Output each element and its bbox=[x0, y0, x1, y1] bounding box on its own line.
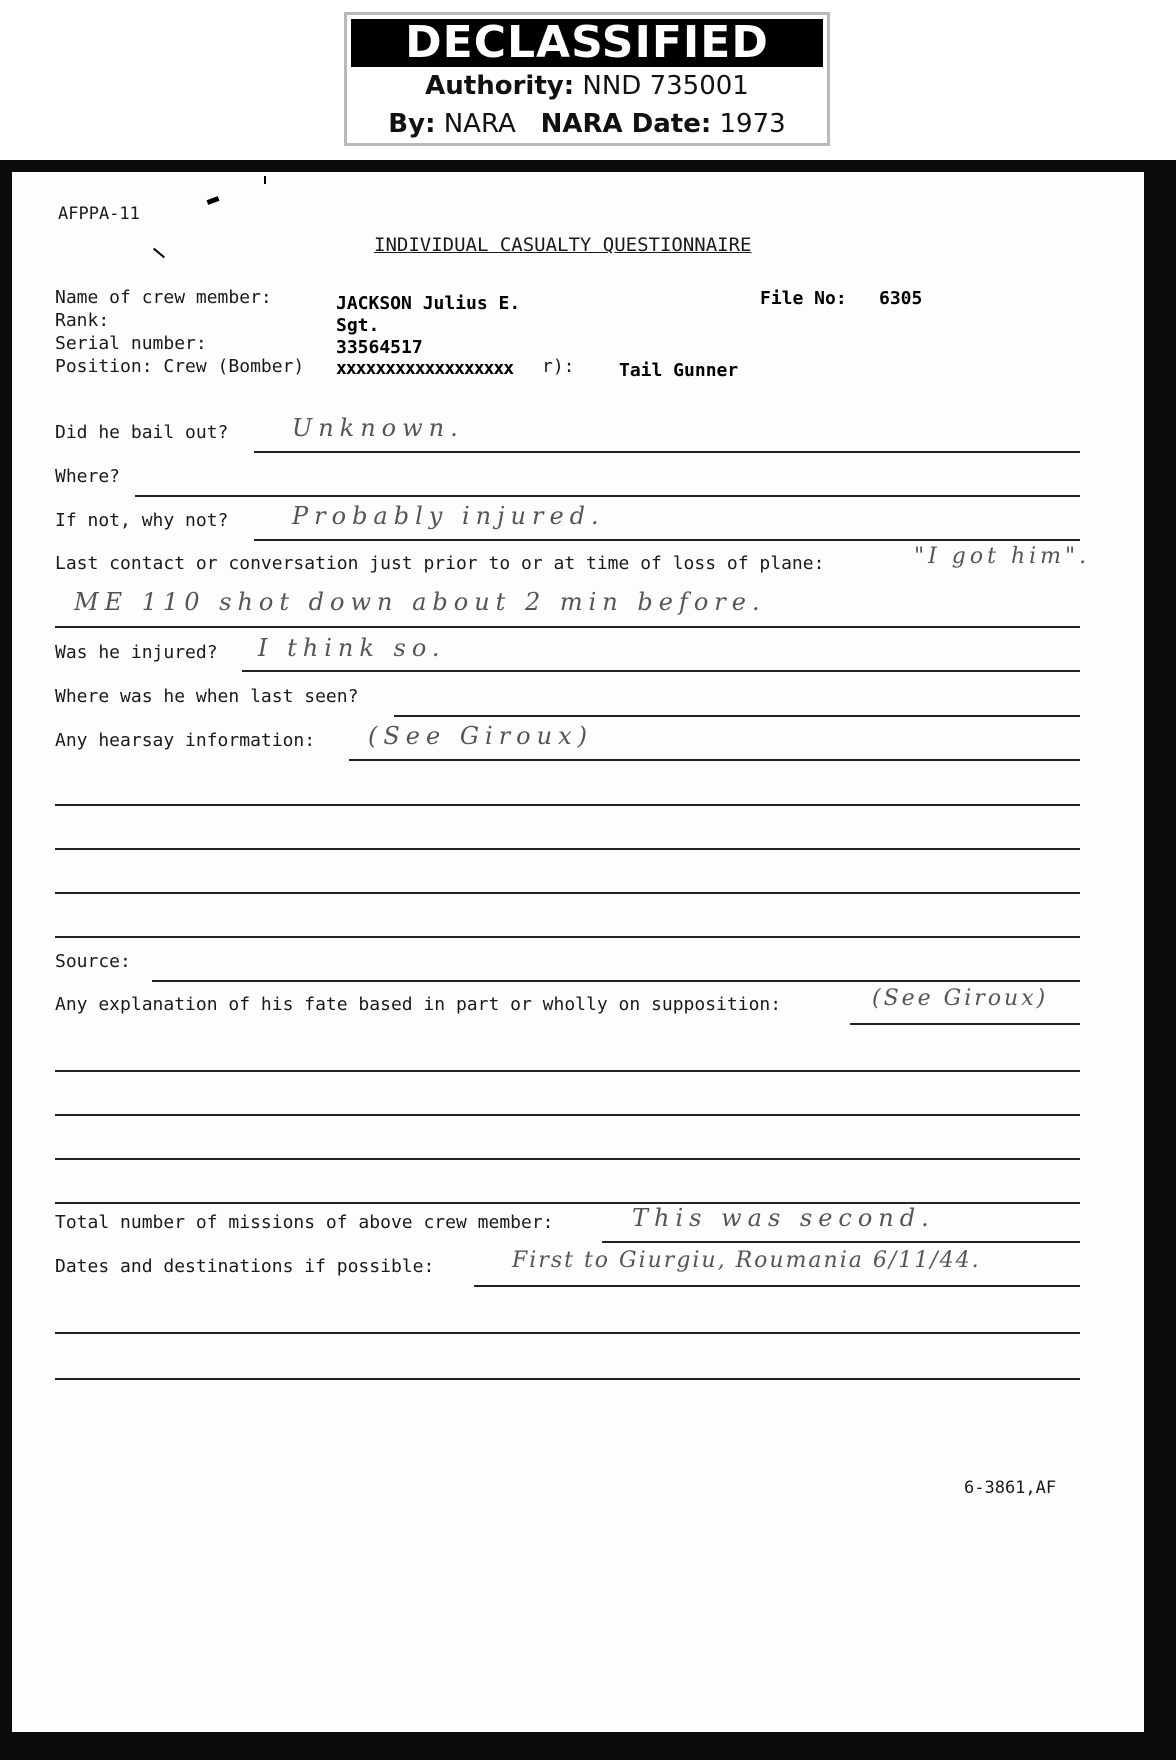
injured-answer: I think so. bbox=[258, 634, 446, 662]
why-answer-line bbox=[254, 539, 1080, 541]
name-label: Name of crew member: bbox=[55, 287, 272, 308]
stamp-date-value: 1973 bbox=[719, 109, 786, 139]
position-label-tail: r): bbox=[542, 356, 575, 377]
explanation-extra-line bbox=[55, 1070, 1080, 1072]
hearsay-answer: (See Giroux) bbox=[368, 722, 593, 750]
dates-extra-line bbox=[55, 1332, 1080, 1334]
where-label: Where? bbox=[55, 466, 121, 487]
serial-label: Serial number: bbox=[55, 333, 207, 354]
injured-answer-line bbox=[242, 670, 1080, 672]
hearsay-extra-line bbox=[55, 804, 1080, 806]
bail-answer-line bbox=[254, 451, 1080, 453]
hearsay-label: Any hearsay information: bbox=[55, 730, 316, 751]
missions-answer-line bbox=[602, 1241, 1080, 1243]
explanation-label: Any explanation of his fate based in part or wholly on supposition: bbox=[55, 994, 782, 1015]
form-title: INDIVIDUAL CASUALTY QUESTIONNAIRE bbox=[374, 234, 752, 256]
why-label: If not, why not? bbox=[55, 510, 229, 531]
contact-answer-line bbox=[55, 626, 1080, 628]
rank-value: Sgt. bbox=[336, 315, 380, 336]
source-label: Source: bbox=[55, 951, 131, 972]
bail-answer: Unknown. bbox=[292, 414, 464, 442]
position-value: Tail Gunner bbox=[619, 360, 739, 381]
questionnaire-paper bbox=[12, 172, 1144, 1732]
file-value: 6305 bbox=[879, 288, 923, 309]
scan-speck bbox=[153, 248, 165, 259]
stamp-authority bbox=[347, 71, 827, 101]
serial-value: 33564517 bbox=[336, 337, 423, 358]
declassified-stamp bbox=[344, 12, 830, 146]
lastseen-answer-line bbox=[394, 715, 1080, 717]
hearsay-extra-line bbox=[55, 936, 1080, 938]
contact-label: Last contact or conversation just prior to or at time of loss of plane: bbox=[55, 553, 825, 574]
position-label: Position: Crew (Bomber) bbox=[55, 356, 305, 377]
lastseen-label: Where was he when last seen? bbox=[55, 686, 359, 707]
stamp-date-label: NARA Date: bbox=[540, 109, 712, 139]
dates-answer-line bbox=[474, 1285, 1080, 1287]
hearsay-extra-line bbox=[55, 848, 1080, 850]
dates-extra-line bbox=[55, 1378, 1080, 1380]
bail-label: Did he bail out? bbox=[55, 422, 229, 443]
stamp-authority-label: Authority: bbox=[425, 71, 575, 101]
missions-answer: This was second. bbox=[632, 1204, 935, 1232]
scan-speck bbox=[207, 196, 220, 205]
name-value: JACKSON Julius E. bbox=[336, 293, 521, 314]
contact-answer-1: "I got him". bbox=[914, 544, 1091, 569]
hearsay-answer-line bbox=[349, 759, 1080, 761]
stamp-authority-value: NND 735001 bbox=[582, 71, 749, 101]
rank-label: Rank: bbox=[55, 310, 110, 331]
injured-label: Was he injured? bbox=[55, 642, 218, 663]
dates-label: Dates and destinations if possible: bbox=[55, 1256, 435, 1277]
scanned-page-frame bbox=[0, 160, 1176, 1760]
explanation-answer-line bbox=[850, 1023, 1080, 1025]
position-struck-text: xxxxxxxxxxxxxxxxxx bbox=[336, 358, 514, 379]
scan-speck bbox=[264, 176, 266, 184]
form-id: AFPPA-11 bbox=[58, 204, 140, 224]
footer-code: 6-3861,AF bbox=[964, 1478, 1057, 1498]
explanation-answer: (See Giroux) bbox=[872, 986, 1049, 1011]
hearsay-extra-line bbox=[55, 892, 1080, 894]
source-answer-line bbox=[152, 980, 1080, 982]
stamp-title: DECLASSIFIED bbox=[351, 19, 823, 67]
dates-answer: First to Giurgiu, Roumania 6/11/44. bbox=[512, 1248, 981, 1273]
stamp-by-date bbox=[347, 109, 827, 139]
where-answer-line bbox=[135, 495, 1080, 497]
contact-answer-2: ME 110 shot down about 2 min before. bbox=[74, 588, 766, 616]
stamp-by-value: NARA bbox=[443, 109, 516, 139]
stamp-by-label: By: bbox=[388, 109, 436, 139]
missions-label: Total number of missions of above crew member: bbox=[55, 1212, 554, 1233]
file-label: File No: bbox=[760, 288, 847, 309]
why-answer: Probably injured. bbox=[292, 502, 605, 530]
explanation-extra-line bbox=[55, 1114, 1080, 1116]
explanation-extra-line bbox=[55, 1158, 1080, 1160]
